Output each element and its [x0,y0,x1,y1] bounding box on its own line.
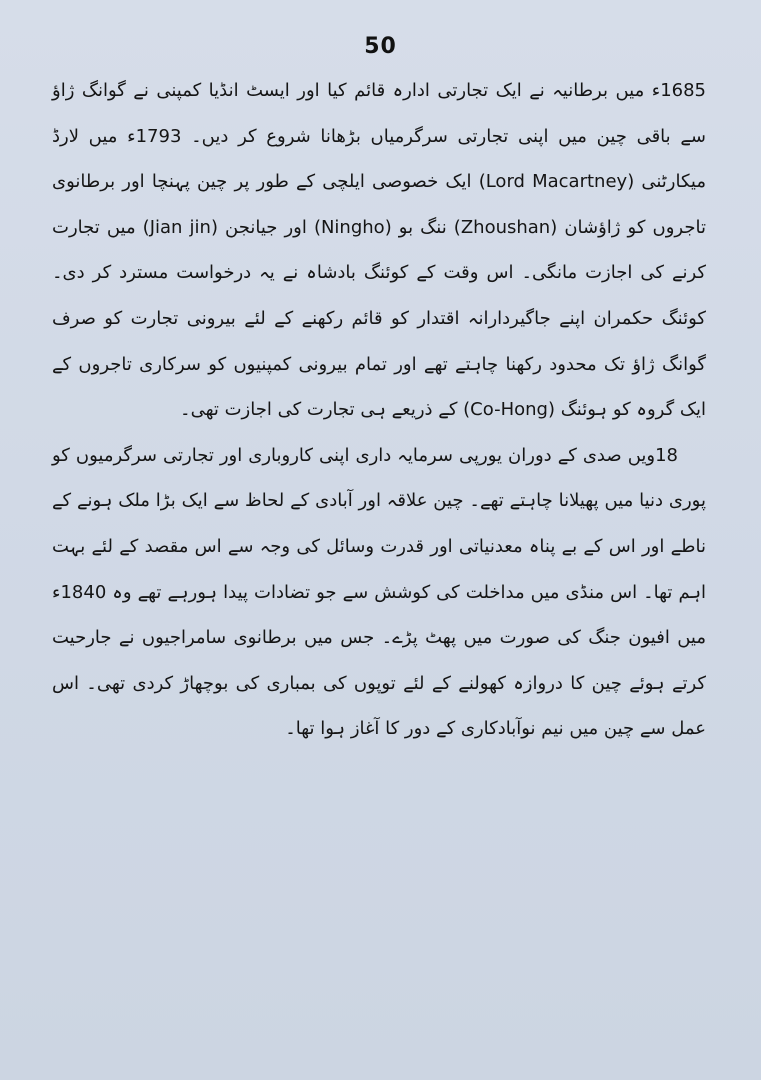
paragraph-2: 18ویں صدی کے دوران یورپی سرمایہ داری اپنی کاروباری اور تجارتی سرگرمیوں کو پوری دنیا میں پھیلانا چاہتے تھے۔ چین علاقہ اور آبادی کے لحاظ سے ایک بڑا ملک ہونے کے ناطے اور اس کے بے پناہ معدنیاتی اور قدرت وسائل کی وجہ سے اس مقصد کے لئے بہت اہم تھا۔ اس منڈی میں مداخلت کی کوشش سے جو تضادات پیدا ہورہے تھے وہ 1840ء میں افیون جنگ کی صورت میں پھٹ پڑے۔ جس میں برطانوی سامراجیوں نے جارحیت کرتے ہوئے چین کا دروازہ کھولنے کے لئے توپوں کی بمباری کی بوچھاڑ کردی تھی۔ اس عمل سے چین میں نیم نوآبادکاری کے دور کا آغاز ہوا تھا۔ [52,444,706,740]
body-text [52,68,706,752]
page-number: 50 [364,34,397,59]
paragraph-1: 1685ء میں برطانیہ نے ایک تجارتی ادارہ قائم کیا اور ایسٹ انڈیا کمپنی نے گوانگ ژاؤ سے باقی چین میں اپنی تجارتی سرگرمیاں بڑھانا شروع کر دیں۔ 1793ء میں لارڈ میکارٹنی (Lord Macartney) ایک خصوصی ایلچی کے طور پر چین پہنچا اور برطانوی تاجروں کو ژاؤشان (Zhoushan) ننگ بو (Ningho) اور جیانجن (Jian jin) میں تجارت کرنے کی اجازت مانگی۔ اس وقت کے کوئنگ بادشاہ نے یہ درخواست مسترد کر دی۔ کوئنگ حکمران اپنے جاگیردارانہ اقتدار کو قائم رکھنے کے لئے بیرونی تجارت کو صرف گوانگ ژاؤ تک محدود رکھنا چاہتے تھے اور تمام بیرونی کمپنیوں کو سرکاری تاجروں کے ایک گروہ کو ہوئنگ (Co-Hong) کے ذریعے ہی تجارت کی اجازت تھی۔ [52,80,706,421]
